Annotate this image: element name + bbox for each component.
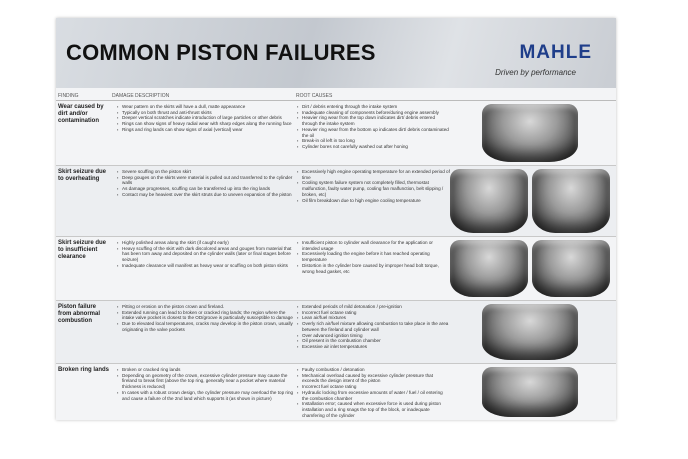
piston-photo bbox=[532, 169, 610, 233]
poster-header bbox=[56, 18, 616, 88]
root-cause-item: ▪ Excessive air inlet temperatures bbox=[302, 344, 450, 350]
root-causes-list bbox=[296, 240, 450, 274]
damage-description-item: ▪ Deeper vertical scratches indicate introduction of large particles or other debris bbox=[122, 115, 298, 121]
damage-description-list bbox=[116, 169, 298, 198]
damage-description-list bbox=[116, 240, 298, 269]
root-cause-item: ▪ Installation error; caused when excessive force is used during piston installation and a ring snags the top of the block, or inadequate chamfering of the cylinder bbox=[302, 401, 450, 418]
root-causes-list bbox=[296, 104, 450, 150]
damage-description-item: ▪ Deep gouges on the skirts were material is pulled out and transferred to the cylinder walls bbox=[122, 175, 298, 186]
root-cause-item: ▪ Cylinder bores not carefully washed out after honing bbox=[302, 144, 450, 150]
root-cause-item: ▪ Over advanced ignition timing bbox=[302, 333, 450, 339]
damage-description-list bbox=[116, 367, 298, 401]
root-cause-item: ▪ Heavier ring wear from the bottom up indicates dirt/ debris contaminated the oil bbox=[302, 127, 450, 138]
table-row bbox=[56, 101, 616, 166]
column-header-description: DAMAGE DESCRIPTION bbox=[112, 93, 170, 99]
root-cause-item: ▪ Incorrect fuel octane rating bbox=[302, 310, 450, 316]
root-cause-item: ▪ Excessively high engine operating temperature for an extended period of time bbox=[302, 169, 450, 180]
damage-description-item: ▪ Typically on both thrust and anti-thrust skirts bbox=[122, 110, 298, 116]
piston-photo bbox=[450, 169, 528, 233]
piston-photos bbox=[446, 240, 614, 297]
table-row bbox=[56, 166, 616, 237]
root-cause-item: ▪ Break-in oil left in too long bbox=[302, 138, 450, 144]
column-header-row bbox=[56, 92, 616, 101]
root-cause-item: ▪ Oil present in the combustion chamber bbox=[302, 338, 450, 344]
root-cause-item: ▪ Dirt / debris entering through the intake system bbox=[302, 104, 450, 110]
root-cause-item: ▪ Overly rich air/fuel mixture allowing combustion to take place in the area between the fireland and cylinder wall bbox=[302, 321, 450, 332]
damage-description-item: ▪ Inadequate clearance will manifest as heavy wear or scuffing on both piston skirts bbox=[122, 263, 298, 269]
root-cause-item: ▪ Mechanical overload caused by excessive cylinder pressure that exceeds the design intent of the piston bbox=[302, 373, 450, 384]
damage-description-item: ▪ Extended running can lead to broken or cracked ring lands; the region where the intake valve pocket is closest to the OD/groove is particularly susceptible to damage bbox=[122, 310, 298, 321]
piston-photos bbox=[446, 367, 614, 417]
damage-description-item: ▪ Due to elevated local temperatures, cracks may develop in the piston crown, usually originating in the valve pockets bbox=[122, 321, 298, 332]
root-cause-item: ▪ Cooling system failure system not completely filled, thermostat malfunction, faulty water pump, cooling fan malfunction, belt slipping / broken, etc) bbox=[302, 180, 450, 197]
root-cause-item: ▪ Excessively loading the engine before it has reached operating temperature bbox=[302, 251, 450, 262]
damage-description-list bbox=[116, 104, 298, 133]
damage-description-item: ▪ In cases with a robust crown design, the cylinder pressure may overload the top ring and cause a failure of the 2nd land which supports it (as shown in picture) bbox=[122, 390, 298, 401]
damage-description-item: ▪ Highly polished areas along the skirt (if caught early) bbox=[122, 240, 298, 246]
root-cause-item: ▪ Inadequate cleaning of components before/during engine assembly bbox=[302, 110, 450, 116]
finding-label: Skirt seizure due to overheating bbox=[58, 169, 107, 182]
poster bbox=[56, 18, 616, 420]
brand-logo: MAHLE bbox=[519, 42, 592, 63]
damage-description-list bbox=[116, 304, 298, 333]
finding-label: Piston failure from abnormal combustion bbox=[58, 304, 101, 324]
damage-description-item: ▪ Heavy scuffing of the skirt with dark discolored areas and gouges from material that has been torn away and deposited on the cylinder walls (later or final stages before seizure) bbox=[122, 246, 298, 263]
piston-photo bbox=[482, 367, 578, 417]
damage-description-item: ▪ Broken or cracked ring lands bbox=[122, 367, 298, 373]
piston-photo bbox=[450, 240, 528, 297]
root-cause-item: ▪ Oil film breakdown due to high engine cooling temperature bbox=[302, 198, 450, 204]
table-row bbox=[56, 364, 616, 420]
damage-description-item: ▪ Rings and ring lands can show signs of axial (vertical) wear bbox=[122, 127, 298, 133]
brand-tagline: Driven by performance bbox=[495, 68, 576, 77]
piston-photos bbox=[446, 304, 614, 360]
page-title: COMMON PISTON FAILURES bbox=[66, 40, 376, 65]
finding-label: Skirt seizure due to insufficient clearance bbox=[58, 240, 107, 260]
table-row bbox=[56, 237, 616, 301]
piston-photo bbox=[482, 104, 578, 162]
column-header-causes: ROOT CAUSES bbox=[296, 93, 333, 99]
damage-description-item: ▪ Depending on geometry of the crown, excessive cylinder pressure may cause the fireland to break first (above the top ring, generally near a pocket where material thickness is reduced) bbox=[122, 373, 298, 390]
damage-description-item: ▪ Contact may be heaviest over the skirt struts due to uneven expansion of the piston bbox=[122, 192, 298, 198]
piston-photos bbox=[446, 104, 614, 162]
piston-photo bbox=[532, 240, 610, 297]
root-cause-item: ▪ Heavier ring wear from the top down indicates dirt/ debris entered through the intake system bbox=[302, 115, 450, 126]
root-cause-item: ▪ Extended periods of mild detonation / pre-ignition bbox=[302, 304, 450, 310]
root-cause-item: ▪ Distortion in the cylinder bore caused by improper head bolt torque, wrong head gasket, etc bbox=[302, 263, 450, 274]
root-causes-list bbox=[296, 367, 450, 418]
root-cause-item: ▪ Incorrect fuel octane rating bbox=[302, 384, 450, 390]
finding-label: Broken ring lands bbox=[58, 367, 110, 373]
damage-description-item: ▪ Severe scuffing on the piston skirt bbox=[122, 169, 298, 175]
damage-description-item: ▪ Pitting or erosion on the piston crown and fireland. bbox=[122, 304, 298, 310]
root-cause-item: ▪ Lean air/fuel mixtures bbox=[302, 315, 450, 321]
root-cause-item: ▪ Insufficient piston to cylinder wall clearance for the application or intended usage bbox=[302, 240, 450, 251]
piston-photo bbox=[482, 304, 578, 360]
root-causes-list bbox=[296, 304, 450, 350]
table-row bbox=[56, 301, 616, 364]
finding-label: Wear caused by dirt and/or contamination bbox=[58, 104, 104, 124]
damage-description-item: ▪ Rings can show signs of heavy radial wear with sharp edges along the running face bbox=[122, 121, 298, 127]
piston-photos bbox=[446, 169, 614, 233]
column-header-finding: FINDING bbox=[58, 93, 79, 99]
root-cause-item: ▪ Hydraulic locking from excessive amounts of water / fuel / oil entering the combustion chamber bbox=[302, 390, 450, 401]
root-causes-list bbox=[296, 169, 450, 203]
damage-description-item: ▪ As damage progresses, scuffing can be transferred up into the ring lands bbox=[122, 186, 298, 192]
damage-description-item: ▪ Wear pattern on the skirts will have a dull, matte appearance bbox=[122, 104, 298, 110]
root-cause-item: ▪ Faulty combustion / detonation bbox=[302, 367, 450, 373]
